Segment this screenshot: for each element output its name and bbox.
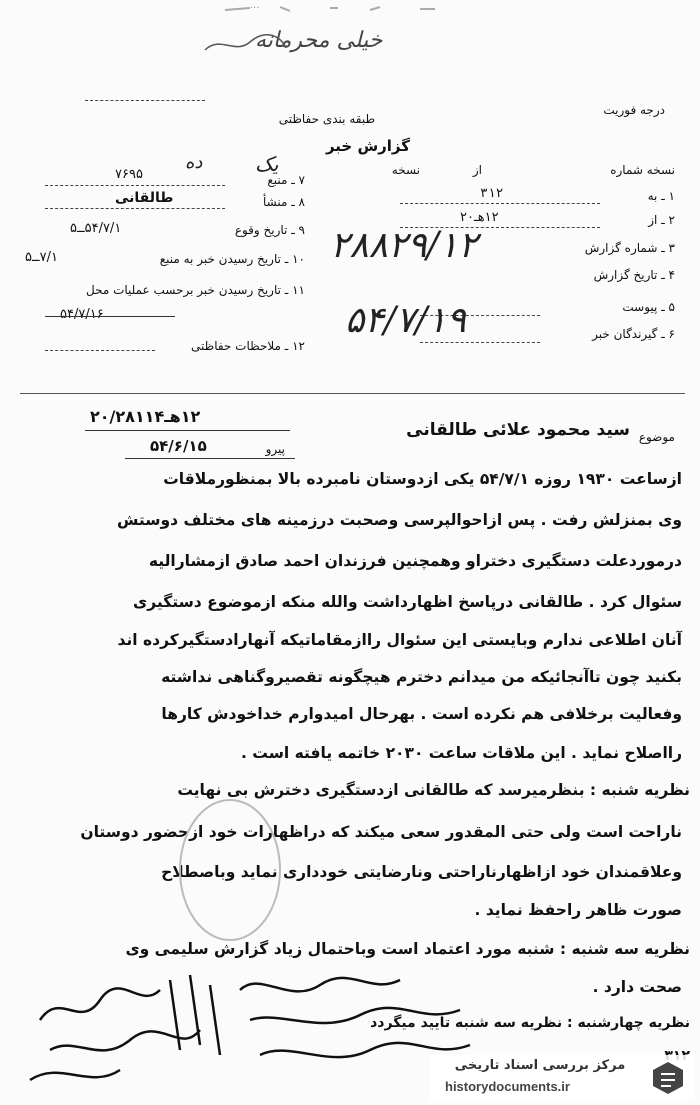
body-line-5: آنان اطلاعی ندارم وبایستی این سئوال راازمقاماتیکه آنهارادستگیرکرده اند: [117, 631, 682, 649]
subject-label: موضوع: [638, 430, 675, 444]
field-ops-received-value: ۵۴/۷/۱۶: [60, 307, 104, 322]
field-report-number-label: ۳ ـ شماره گزارش: [584, 241, 675, 255]
copy-label: نسخه: [391, 163, 420, 177]
subject-ref-underline: [85, 430, 290, 431]
pirov-date: ۵۴/۶/۱۵: [150, 437, 207, 455]
field-recipients-line: [420, 342, 540, 343]
copy-number-value: یک: [255, 152, 279, 176]
report-title: گزارش خبر: [325, 137, 410, 155]
field-occurrence-date-label: ۹ ـ تاریخ وقوع: [234, 223, 305, 237]
watermark-title: مرکز بررسی اسناد تاریخی: [454, 1058, 626, 1073]
field-source-received-label: ۱۰ ـ تاریخ رسیدن خبر به منبع: [159, 252, 305, 266]
faint-round-stamp: [170, 790, 290, 950]
opinion-one-line-4: صورت ظاهر راحفظ نماید .: [474, 901, 682, 919]
field-from-value: ۱۲هـ۲۰: [460, 210, 499, 225]
top-faded-stamp: [220, 2, 480, 16]
field-source-line: [45, 185, 225, 186]
opinion-wednesday: نظریه چهارشنبه : نظریه سه شنبه تایید میگردد: [370, 1015, 690, 1031]
top-stamp-text: ...: [250, 0, 260, 11]
watermark: [430, 1055, 695, 1100]
classification-label: طبقه بندی حفاظتی: [278, 112, 375, 126]
urgency-label: درجه فوریت: [603, 103, 665, 117]
opinion-one-line-2: ناراحت است ولی حتی المقدور سعی میکند که دراظهارات خود ازحضور دوستان: [80, 823, 682, 841]
copy-number-label: نسخه شماره: [610, 163, 675, 177]
watermark-url: historydocuments.ir: [445, 1079, 570, 1094]
subject-value: سید محمود علائی طالقانی: [406, 420, 630, 440]
field-to-line: [400, 203, 600, 204]
body-line-3: درموردعلت دستگیری دختراو وهمچنین فرزندان احمد صادق ازمشارالیه: [148, 552, 682, 570]
field-source-label: ۷ ـ منبع: [267, 173, 305, 187]
handwritten-report-number: ۲۸۸۲۹/۱۲: [330, 225, 478, 266]
pirov-label: پیرو: [265, 442, 285, 456]
copy-of-label: از: [472, 163, 482, 177]
handwritten-signatures: [20, 960, 490, 1100]
archive-logo-icon: [649, 1060, 687, 1096]
field-ops-received-label: ۱۱ ـ تاریخ رسیدن خبر برحسب عملیات محل: [86, 283, 305, 297]
field-report-date-label: ۴ ـ تاریخ گزارش: [593, 268, 675, 282]
body-line-8: رااصلاح نماید . این ملاقات ساعت ۲۰۳۰ خاتمه یافته است .: [241, 744, 682, 762]
body-line-7: وفعالیت برخلافی هم نکرده است . بهرحال امیدوارم خداخودش کارها: [161, 705, 682, 723]
top-secret-scribble: [200, 30, 290, 58]
field-from-label: ۲ ـ از: [648, 213, 675, 227]
section-divider: [20, 393, 685, 394]
top-secret-handwriting: خیلی محرمانه: [255, 28, 383, 53]
field-to-value: ۳۱۲: [480, 186, 504, 201]
field-source-value: ۷۶۹۵: [115, 167, 143, 182]
copy-of-value: ده: [185, 152, 203, 173]
handwritten-report-date: ۵۴/۷/۱۹: [345, 300, 466, 341]
field-origin-label: ۸ ـ منشأ: [262, 195, 305, 209]
urgency-line-left: [85, 100, 205, 101]
opinion-two-line-2: صحت دارد .: [592, 978, 682, 996]
pirov-underline: [125, 458, 295, 459]
field-to-label: ۱ ـ به: [647, 189, 675, 203]
opinion-one-line-3: وعلاقمندان خود ازاظهارناراحتی ونارضایتی خودداری نماید وباصطلاح: [161, 863, 682, 881]
field-attachment-label: ۵ ـ پیوست: [622, 300, 675, 314]
body-line-1: ازساعت ۱۹۳۰ روزه ۵۴/۷/۱ یکی ازدوستان نامبرده بالا بمنظورملاقات: [163, 470, 682, 488]
body-line-2: وی بمنزلش رفت . پس ازاحوالپرسی وصحبت درزمینه های مختلف دوستش: [117, 511, 682, 529]
body-line-6: بکنید چون تاآنجائیکه من میدانم دخترم هیچگونه تقصیروگناهی نداشته: [161, 668, 682, 686]
subject-ref-number: ۱۲هـ۲۰/۲۸۱۱۴: [90, 407, 201, 426]
field-security-notes-line: [45, 350, 155, 351]
field-ops-strike: [45, 316, 175, 317]
opinion-two-line-1: نظریه سه شنبه : شنبه مورد اعتماد است وباحتمال زیاد گزارش سلیمی وی: [125, 940, 690, 958]
field-origin-line: [45, 208, 225, 209]
field-recipients-label: ۶ ـ گیرندگان خبر: [592, 327, 675, 341]
body-line-4: سئوال کرد . طالقانی درپاسخ اظهارداشت والله منکه ازموضوع دستگیری: [133, 593, 682, 611]
field-security-notes-label: ۱۲ ـ ملاحظات حفاظتی: [191, 339, 305, 353]
field-origin-value: طالقانی: [115, 190, 174, 206]
opinion-one-line-1: نظریه شنبه : بنظرمیرسد که طالقانی ازدستگیری دخترش بی نهایت: [177, 781, 690, 799]
field-source-received-value: ۷/۱ــ۵: [25, 250, 58, 265]
field-occurrence-date-value: ۵۴/۷/۱ــ۵: [70, 221, 122, 236]
